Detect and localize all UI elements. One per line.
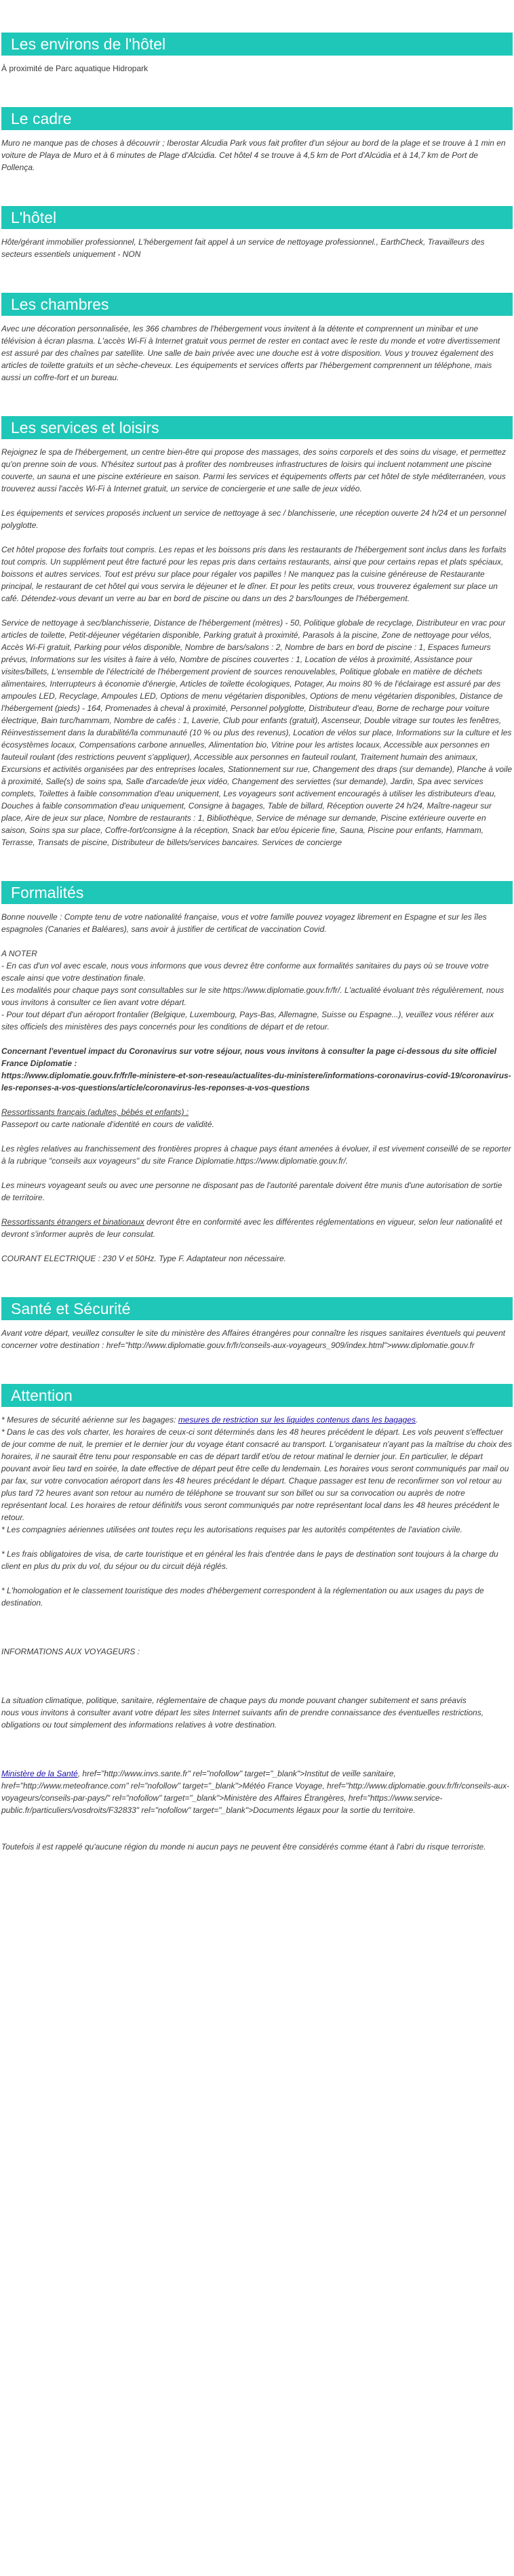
attention-situation-1: La situation climatique, politique, sanitaire, réglementaire de chaque pays du monde pouvant changer subitement et sans préavis: [1, 1696, 467, 1705]
liquides-restriction-link[interactable]: mesures de restriction sur les liquides contenus dans les bagages: [178, 1415, 416, 1425]
attention-terrorisme: Toutefois il est rappelé qu'aucune région du monde ni aucun pays ne peuvent être considérés comme étant à l'abri du risque terroriste.: [1, 1842, 486, 1852]
services-paragraph-1: Rejoignez le spa de l'hébergement, un centre bien-être qui propose des massages, des soins corporels et des soins du visage, et permettez qu'on prenne soin de vous. N'hésitez surtout pas à profiter des nombreuses infrastructures de loisirs qui incluent notamment une piscine couverte, un sauna et une piscine extérieure en saison. Parmi les services et équipements offerts par cet hôtel de style méditerranéen, vous trouverez aussi l'accès Wi-Fi à Internet gratuit, un service de conciergerie et une salle de jeux vidéo.: [1, 447, 507, 493]
attention-liens-officiels: [1, 1767, 513, 1816]
ressortissants-etrangers-paragraph: [1, 1216, 513, 1240]
hotel-description-page: [0, 33, 514, 1853]
sante-text: Avant votre départ, veuillez consulter le site du ministère des Affaires étrangères pour connaître les risques sanitaires éventuels qui peuvent concerner votre destination : href="http://www.diplomatie.gouv.fr/fr/conseils-aux-voyageurs_909/index.html">www.diplomatie.gouv.fr: [1, 1328, 506, 1350]
section-title-sante: Santé et Sécurité: [1, 1297, 513, 1320]
ressortissants-etrangers-heading: Ressortissants étrangers et binationaux: [1, 1217, 144, 1227]
formalites-intro: Bonne nouvelle : Compte tenu de votre nationalité française, vous et votre famille pouvez voyagez librement en Espagne et sur les îles espagnoles (Canaries et Baléares), sans avoir à justifier de certificat de vaccination Covid.: [1, 912, 487, 934]
attention-frais: * Les frais obligatoires de visa, de carte touristique et en général les frais d'entrée dans le pays de destination sont toujours à la charge du client en plus du prix du vol, du séjour ou du circuit déjà réglés.: [1, 1549, 498, 1571]
formalites-covid-url: https://www.diplomatie.gouv.fr/fr/le-ministere-et-son-reseau/actualites-du-ministere/informations-coronavirus-covid-19/coronavirus-les-reponses-a-vos-questions/article/coronavirus-les-reponses-a-vos-questions: [1, 1071, 511, 1092]
section-title-services: Les services et loisirs: [1, 416, 513, 439]
section-title-hotel: L'hôtel: [1, 206, 513, 229]
chambres-text: Avec une décoration personnalisée, les 366 chambres de l'hébergement vous invitent à la détente et comprennent un minibar et une télévision à écran plasma. L'accès Wi-Fi à Internet gratuit vous permet de rester en contact avec le reste du monde et votre divertissement est assuré par des chaînes par satellite. Une salle de bain privée avec une douche est à votre disposition. Vous y trouvez également des articles de toilette gratuits et un sèche-cheveux. Les équipements et services offerts par l'hébergement comprennent un téléphone, mais aussi un coffre-fort et un bureau.: [1, 324, 500, 382]
attention-situation-2: nous vous invitons à consulter avant votre départ les sites Internet suivants afin de prendre connaissance des éventuelles restrictions, obligations ou tout simplement des informations relatives à votre destination.: [1, 1708, 484, 1730]
services-amenities-list: Service de nettoyage à sec/blanchisserie, Distance de l'hébergement (mètres) - 50, Politique globale de recyclage, Distributeur en vrac pour articles de toilette, Petit-déjeuner végétarien disponible, Parking gratuit à proximité, Parasols à la piscine, Zone de nettoyage pour vélos, Accès Wi-Fi gratuit, Parking pour vélos disponible, Nombre de bars/salons : 2, Nombre de bars en bord de piscine : 1, Espaces fumeurs prévus, Informations sur les visites à faire à vélo, Nombre de piscines couvertes : 1, Location de vélos à proximité, Assistance pour visites/billets, L'ensemble de l'électricité de l'hébergement provient de sources renouvelables, Politique globale en matière de déchets alimentaires, Interrupteurs à économie d'énergie, Articles de toilette écologiques, Potager, Au moins 80 % de l'éclairage est assuré par des ampoules LED, Recyclage, Ampoules LED, Options de menu végétarien disponibles, Options de menu végétarien disponibles, Distance de l'hébergement (pieds) - 164, Promenades à cheval à proximité, Personnel polyglotte, Distributeur d'eau, Borne de recharge pour voiture électrique, Bain turc/hammam, Nombre de cafés : 1, Laverie, Club pour enfants (gratuit), Ascenseur, Double vitrage sur toutes les fenêtres, Réinvestissement dans la durabilité/la communauté (10 % ou plus des revenus), Location de vélos sur place, Informations sur la culture et les écosystèmes locaux, Compensations carbone annuelles, Alimentation bio, Vitrine pour les artistes locaux, Accessible aux personnes en fauteuil roulant (des restrictions peuvent s'appliquer), Accessible aux personnes en fauteuil roulant, Traitement humain des animaux, Excursions et activités organisées par des entreprises locales, Stationnement sur rue, Changement des draps (sur demande), Planche à voile à proximité, Salle(s) de soins spa, Salle d'arcade/de jeux vidéo, Changement des serviettes (sur demande), Jardin, Spa avec services complets, Toilettes à faible consommation d'eau uniquement, Les voyageurs sont activement encouragés à utiliser les distributeurs d'eau, Douches à faible consommation d'eau uniquement, Consigne à bagages, Table de billard, Réception ouverte 24 h/24, Maître-nageur sur place, Aire de jeux sur place, Nombre de restaurants : 1, Bibliothèque, Service de ménage sur demande, Piscine extérieure ouverte en saison, Soins spa sur place, Coffre-fort/consigne à la réception, Snack bar et/ou épicerie fine, Sauna, Piscine pour enfants, Hammam, Terrasse, Transats de piscine, Distributeur de billets/services bancaires. Services de concierge: [1, 618, 513, 847]
attention-bagages: [1, 1414, 513, 1426]
attention-bagages-prefix: * Mesures de sécurité aérienne sur les bagages:: [1, 1415, 178, 1425]
attention-liens-text: , href="http://www.invs.sante.fr" rel="nofollow" target="_blank">Institut de veille sanitaire, href="http://www.meteofrance.com" rel="nofollow" target="_blank">Météo France Voyage, href="http://www.diplomatie.gouv.fr/fr/conseils-aux-voyageurs/conseils-par-pays/" rel="nofollow" target="_blank">Ministère des Affaires Étrangères, href="https://www.service-public.fr/particuliers/vosdroits/F32833" rel="nofollow" target="_blank">Documents légaux pour la sortie du territoire.: [1, 1769, 510, 1815]
section-title-formalites: Formalités: [1, 881, 513, 904]
ressortissants-etrangers-text: devront être en conformité avec les différentes réglementations en vigueur, selon leur nationalité et devront s'informer auprès de leur consulat.: [1, 1217, 502, 1239]
formalites-note-escale: - En cas d'un vol avec escale, nous vous informons que vous devrez être conforme aux formalités sanitaires du pays où se trouve votre escale ainsi que votre destination finale.: [1, 961, 489, 983]
hotel-text: Hôte/gérant immobilier professionnel, L'hébergement fait appel à un service de nettoyage professionnel., EarthCheck, Travailleurs des secteurs essentiels uniquement - NON: [1, 237, 485, 259]
environs-text: À proximité de Parc aquatique Hidropark: [1, 64, 149, 73]
services-paragraph-2: Les équipements et services proposés incluent un service de nettoyage à sec / blanchisserie, une réception ouverte 24 h/24 et un personnel polyglotte.: [1, 508, 507, 530]
attention-horaires: * Dans le cas des vols charter, les horaires de ceux-ci sont déterminés dans les 48 heures précédent le départ. Les vols peuvent s'effectuer de jour comme de nuit, le premier et le dernier jour du voyage étant consacré au transport. L'organisateur n'ayant pas la maîtrise du choix des horaires, il ne saurait être tenu pour responsable en cas de départ tardif et/ou de retour matinal le dernier jour. En particulier, le départ pouvant avoir lieu tard en soirée, la date effective de départ peut être celle du lendemain. Les horaires vous seront communiqués par mail ou par fax, sur votre convocation aéroport dans les 48 heures précédant le départ. Chaque passager est tenu de reconfirmer son vol retour au plus tard 72 heures avant son retour au numéro de téléphone se trouvant sur son billet ou sur sa convocation ou auprès de notre représentant local. Les horaires de retour définitifs vous seront communiqués par notre représentant local dans les 48 heures précédent le retour.: [1, 1427, 512, 1522]
formalites-mineurs: Les mineurs voyageant seuls ou avec une personne ne disposant pas de l'autorité parentale doivent être munis d'une autorisation de sortie de territoire.: [1, 1181, 502, 1202]
section-title-cadre: Le cadre: [1, 107, 513, 130]
ressortissants-francais-heading: Ressortissants français (adultes, bébés et enfants) :: [1, 1107, 189, 1117]
formalites-note-modalites: Les modalités pour chaque pays sont consultables sur le site https://www.diplomatie.gouv.fr/fr/. L'actualité évoluant très régulièrement, nous vous invitons à consulter ce lien avant votre départ.: [1, 985, 505, 1007]
attention-compagnies: * Les compagnies aériennes utilisées ont toutes reçu les autorisations requises par les autorités compétentes de l'aviation civile.: [1, 1525, 462, 1534]
section-title-environs: Les environs de l'hôtel: [1, 33, 513, 56]
section-title-attention: Attention: [1, 1384, 513, 1407]
ministere-sante-link[interactable]: Ministère de la Santé: [1, 1769, 78, 1778]
formalites-note-frontalier: - Pour tout départ d'un aéroport frontalier (Belgique, Luxembourg, Pays-Bas, Allemagne, Suisse ou Espagne...), veuillez vous référer aux sites officiels des ministères des pays concernés pour les conditions de départ et de retour.: [1, 1010, 494, 1031]
formalites-covid-notice: Concernant l'eventuel impact du Coronavirus sur votre séjour, nous vous invitons à consulter la page ci-dessous du site officiel France Diplomatie :: [1, 1046, 497, 1068]
formalites-regles: Les règles relatives au franchissement des frontières propres à chaque pays étant amenées à évoluer, il est vivement conseillé de se reporter à la rubrique "conseils aux voyageurs" du site France Diplomatie.https://www.diplomatie.gouv.fr/.: [1, 1144, 511, 1166]
informations-voyageurs-heading: INFORMATIONS AUX VOYAGEURS :: [1, 1647, 140, 1656]
attention-bagages-suffix: .: [416, 1415, 418, 1425]
attention-homologation: * L'homologation et le classement touristique des modes d'hébergement correspondent à la réglementation ou aux usages du pays de destination.: [1, 1586, 484, 1608]
section-title-chambres: Les chambres: [1, 293, 513, 316]
ressortissants-francais-text: Passeport ou carte nationale d'identité en cours de validité.: [1, 1120, 214, 1129]
cadre-text: Muro ne manque pas de choses à découvrir ; Iberostar Alcudia Park vous fait profiter d'un séjour au bord de la plage et se trouve à 1 min en voiture de Playa de Muro et à 6 minutes de Plage d'Alcúdia. Cet hôtel 4 se trouve à 4,5 km de Port d'Alcúdia et à 14,7 km de Port de Pollença.: [1, 138, 506, 172]
formalites-note-heading: A NOTER: [1, 949, 37, 958]
courant-electrique: COURANT ELECTRIQUE : 230 V et 50Hz. Type F. Adaptateur non nécessaire.: [1, 1254, 286, 1263]
services-paragraph-3: Cet hôtel propose des forfaits tout compris. Les repas et les boissons pris dans les restaurants de l'hébergement sont inclus dans les forfaits tout compris. Un supplément peut être facturé pour les repas pris dans certains restaurants, ainsi que pour certains repas et plats spéciaux, boissons et autres services. Tout est prévu sur place pour régaler vos papilles ! Ne manquez pas la cuisine généreuse de Restaurante principal, le restaurant de cet hôtel qui vous servira le déjeuner et le dîner. Et pour les petits creux, vous trouverez également sur place un café. Détendez-vous devant un verre au bar en bord de piscine ou dans un des 2 bars/lounges de l'hébergement.: [1, 545, 507, 603]
